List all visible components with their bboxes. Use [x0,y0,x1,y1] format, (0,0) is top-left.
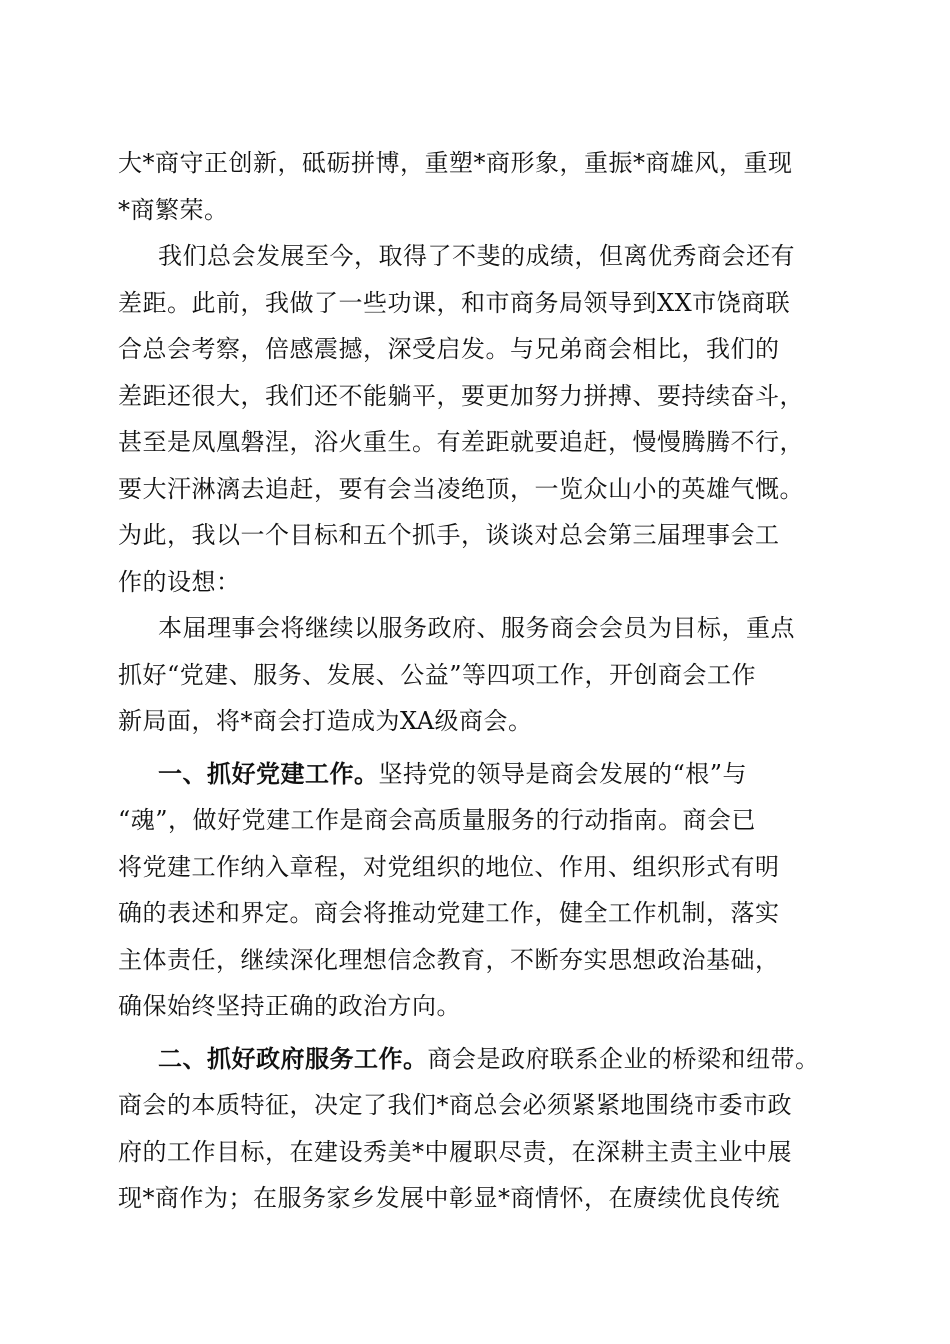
section-heading: 一、抓好党建工作。 [158,759,379,788]
text-line: “魂”，做好党建工作是商会高质量服务的行动指南。商会已 [118,806,757,834]
paragraph-2 [118,233,838,605]
section-2 [118,1036,838,1222]
text-line: 商会的本质特征，决定了我们*商总会必须紧紧地围绕市委市政 [118,1091,792,1119]
text-line: 抓好“党建、服务、发展、公益”等四项工作，开创商会工作 [118,660,757,689]
text-line: 为此，我以一个目标和五个抓手，谈谈对总会第三届理事会工 [118,521,780,549]
text-line: 大*商守正创新，砥砺拼博，重塑*商形象，重振*商雄风，重现 [118,149,793,177]
text-line: 新局面，将*商会打造成为XA级商会。 [118,707,533,735]
text-line: 确保始终坚持正确的政治方向。 [118,992,461,1020]
text-line: 府的工作目标，在建设秀美*中履职尽责，在深耕主责主业中展 [118,1137,792,1166]
text-line: 本届理事会将继续以服务政府、服务商会会员为目标，重点 [158,614,795,642]
text-line: 作的设想： [118,567,241,596]
text-line: 要大汗淋漓去追赶，要有会当凌绝顶，一览众山小的英雄气慨。 [118,474,804,503]
text-line: 主体责任，继续深化理想信念教育，不断夯实思想政治基础， [118,945,780,974]
text-line: 将党建工作纳入章程，对党组织的地位、作用、组织形式有明 [118,852,780,881]
text-line: *商繁荣。 [118,195,229,224]
text-line: 我们总会发展至今，取得了不斐的成绩，但离优秀商会还有 [158,242,795,270]
text-line: 甚至是凤凰磐涅，浴火重生。有差距就要追赶，慢慢腾腾不行， [118,428,804,456]
section-1 [118,751,838,1030]
section-first-line [118,1036,838,1083]
document-page [118,140,838,1222]
section-text: 坚持党的领导是商会发展的“根”与 [378,759,748,788]
section-first-line [118,751,838,798]
text-line: 现*商作为；在服务家乡发展中彰显*商情怀，在赓续优良传统 [118,1184,780,1212]
section-heading: 二、抓好政府服务工作。 [158,1044,428,1073]
text-line: 差距还很大，我们还不能躺平，要更加努力拼搏、要持续奋斗， [118,381,804,410]
text-line: 合总会考察，倍感震撼，深受启发。与兄弟商会相比，我们的 [118,335,780,363]
paragraph-1 [118,140,838,233]
text-line: 确的表述和界定。商会将推动党建工作，健全工作机制，落实 [118,899,780,927]
paragraph-3 [118,605,838,745]
section-text: 商会是政府联系企业的桥梁和纽带。 [427,1044,820,1073]
text-line: 差距。此前，我做了一些功课，和市商务局领导到XX市饶商联 [118,288,791,317]
